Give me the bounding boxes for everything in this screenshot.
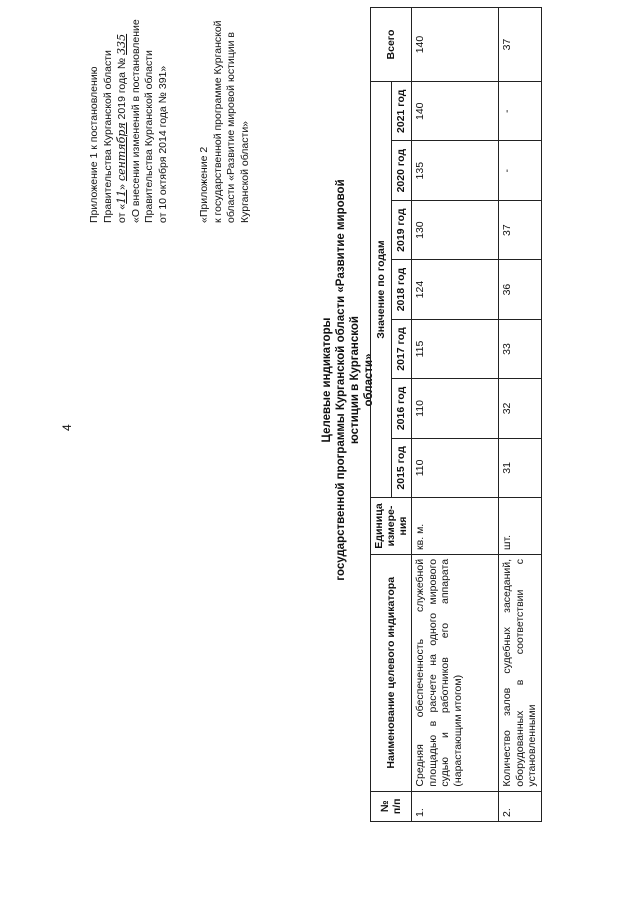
row-value: 36 [499, 260, 542, 319]
header-year: 2018 год [391, 260, 412, 319]
header-year: 2020 год [391, 141, 412, 200]
appendix-1-line: Правительства Курганской области [101, 50, 114, 223]
row-value: 32 [499, 379, 542, 438]
header-unit: Единица измере-ния [371, 498, 412, 555]
row-value: - [499, 141, 542, 200]
header-year: 2017 год [391, 319, 412, 378]
appendix-2-line: области «Развитие мировой юстиции в [225, 32, 237, 223]
title-line: Целевые индикаторы [321, 317, 333, 443]
appendix-2-line: Курганской области» [238, 120, 251, 223]
title-line: государственной программы Курганской области «Развитие мировой юстиции в Курганской [335, 179, 361, 581]
row-value: 37 [499, 200, 542, 259]
appendix-2-line: «Приложение 2 [198, 146, 210, 223]
row-indicator-name: Количество залов судебных заседаний, оборудованных в соответствии с установленными [499, 554, 542, 791]
row-num: 1. [412, 791, 499, 821]
row-value: 135 [412, 141, 499, 200]
appendix-1-line: Приложение 1 к постановлению [88, 66, 100, 223]
indicators-table [370, 7, 542, 822]
table-row [412, 8, 499, 822]
date-month-handwritten: сентября [115, 122, 128, 182]
title-line: области» [363, 353, 375, 407]
header-year: 2021 год [391, 82, 412, 141]
header-year: 2016 год [391, 379, 412, 438]
row-value: 124 [412, 260, 499, 319]
row-value: 115 [412, 319, 499, 378]
appendix-2-note [198, 8, 252, 223]
appendix-1-line: Правительства Курганской области [143, 50, 155, 223]
row-value: 140 [412, 82, 499, 141]
appendix-2-line: к государственной программе Курганской [211, 20, 224, 223]
row-total: 37 [499, 8, 542, 82]
date-year: 2019 года № [116, 57, 128, 120]
appendix-1-line: от 10 октября 2014 года № 391» [156, 65, 169, 223]
date-prefix: от « [116, 203, 128, 223]
row-value: 110 [412, 438, 499, 497]
document-title [320, 170, 376, 590]
row-total: 140 [412, 8, 499, 82]
header-year: 2015 год [391, 438, 412, 497]
page-number: 4 [60, 424, 74, 431]
appendix-1-date-line [115, 13, 130, 223]
row-value: 33 [499, 319, 542, 378]
row-value: 110 [412, 379, 499, 438]
row-unit: кв. м. [412, 498, 499, 555]
date-mid: » [116, 183, 128, 190]
header-values-group: Значение по годам [371, 82, 392, 498]
appendix-1-note [88, 13, 170, 223]
row-value: - [499, 82, 542, 141]
header-year: 2019 год [391, 200, 412, 259]
header-total: Всего [371, 8, 412, 82]
decree-number-handwritten: 335 [115, 33, 128, 55]
date-day-handwritten: 11 [115, 189, 128, 204]
appendix-1-line: «О внесении изменений в постановление [129, 19, 142, 223]
row-value: 31 [499, 438, 542, 497]
header-num: № п/п [371, 791, 412, 821]
row-indicator-name: Средняя обеспеченность служебной площадью в расчете на одного мирового судью и работников его аппарата (нарастающим итогом) [412, 554, 499, 791]
row-value: 130 [412, 200, 499, 259]
header-name: Наименование целевого индикатора [371, 554, 412, 791]
table-row [499, 8, 542, 822]
row-unit: шт. [499, 498, 542, 555]
row-num: 2. [499, 791, 542, 821]
